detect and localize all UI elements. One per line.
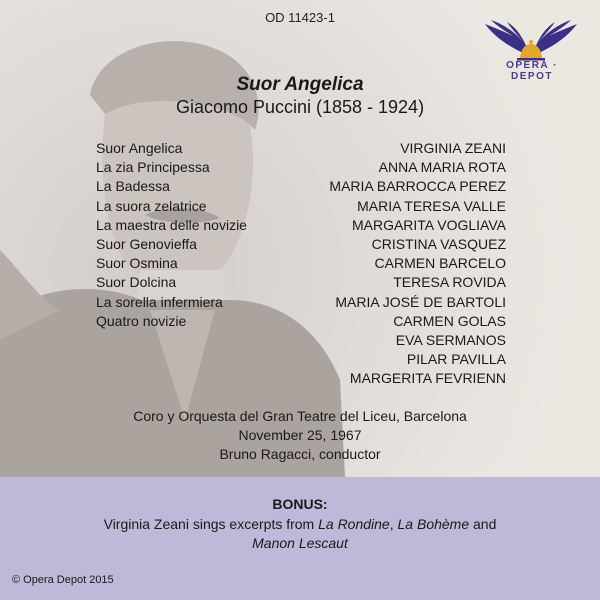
role-name: La Badessa bbox=[96, 178, 170, 195]
role-name: La sorella infermiera bbox=[96, 293, 223, 310]
cast-row bbox=[96, 217, 506, 236]
conductor-line: Bruno Ragacci, conductor bbox=[219, 446, 381, 462]
bonus-sep-1: , bbox=[389, 516, 398, 532]
singer-name: MARGERITA FEVRIENN bbox=[349, 370, 506, 387]
cast-row bbox=[96, 313, 506, 332]
role-name: Quatro novizie bbox=[96, 312, 187, 329]
composer-line: Giacomo Puccini (1858 - 1924) bbox=[175, 97, 425, 117]
cast-row bbox=[96, 294, 506, 313]
opera-title: Suor Angelica bbox=[236, 74, 364, 95]
cast-row bbox=[96, 370, 506, 389]
role-name: Suor Angelica bbox=[96, 140, 183, 156]
singer-name: CARMEN BARCELO bbox=[374, 255, 506, 272]
singer-name: CRISTINA VASQUEZ bbox=[371, 235, 506, 252]
role-name: La suora zelatrice bbox=[96, 197, 207, 214]
bonus-sep-2: and bbox=[469, 516, 497, 532]
cast-row bbox=[96, 351, 506, 370]
role-name: Suor Dolcina bbox=[96, 274, 177, 291]
cast-list bbox=[96, 140, 506, 389]
singer-name: CARMEN GOLAS bbox=[393, 312, 506, 329]
performance-credits bbox=[0, 407, 600, 464]
role-name: Suor Genovieffa bbox=[96, 235, 197, 252]
singer-name: MARIA JOSÉ DE BARTOLI bbox=[335, 293, 506, 310]
logo-wordmark: OPERA · DEPOT bbox=[506, 60, 558, 82]
ensemble-line: Coro y Orquesta del Gran Teatre del Liceu, Barcelona bbox=[133, 408, 467, 424]
bonus-work-3: Manon Lescaut bbox=[252, 535, 348, 551]
role-name: La maestra delle novizie bbox=[96, 216, 247, 233]
catalog-number: OD 11423-1 bbox=[265, 10, 335, 25]
bonus-description bbox=[70, 515, 530, 553]
bonus-work-2: La Bohème bbox=[397, 516, 470, 532]
cast-row bbox=[96, 255, 506, 274]
bonus-intro: Virginia Zeani sings excerpts from bbox=[103, 516, 319, 532]
singer-name: MARIA BARROCCA PEREZ bbox=[329, 178, 506, 195]
cast-row bbox=[96, 140, 506, 159]
cast-row bbox=[96, 332, 506, 351]
role-name: Suor Osmina bbox=[96, 255, 178, 272]
cast-row bbox=[96, 178, 506, 197]
cast-row bbox=[96, 159, 506, 178]
date-line: November 25, 1967 bbox=[238, 427, 362, 443]
copyright: © Opera Depot 2015 bbox=[12, 574, 114, 586]
singer-name: EVA SERMANOS bbox=[395, 331, 506, 348]
cast-row bbox=[96, 198, 506, 217]
cast-row bbox=[96, 274, 506, 293]
singer-name: VIRGINIA ZEANI bbox=[400, 140, 506, 156]
singer-name: TERESA ROVIDA bbox=[393, 274, 506, 291]
singer-name: MARIA TERESA VALLE bbox=[357, 197, 506, 214]
singer-name: MARGARITA VOGLIAVA bbox=[351, 216, 506, 233]
role-name: La zia Principessa bbox=[96, 159, 210, 176]
singer-name: PILAR PAVILLA bbox=[406, 351, 506, 368]
singer-name: ANNA MARIA ROTA bbox=[378, 159, 506, 176]
bonus-work-1: La Rondine bbox=[318, 516, 390, 532]
cast-row bbox=[96, 236, 506, 255]
bonus-heading: BONUS: bbox=[272, 496, 328, 512]
